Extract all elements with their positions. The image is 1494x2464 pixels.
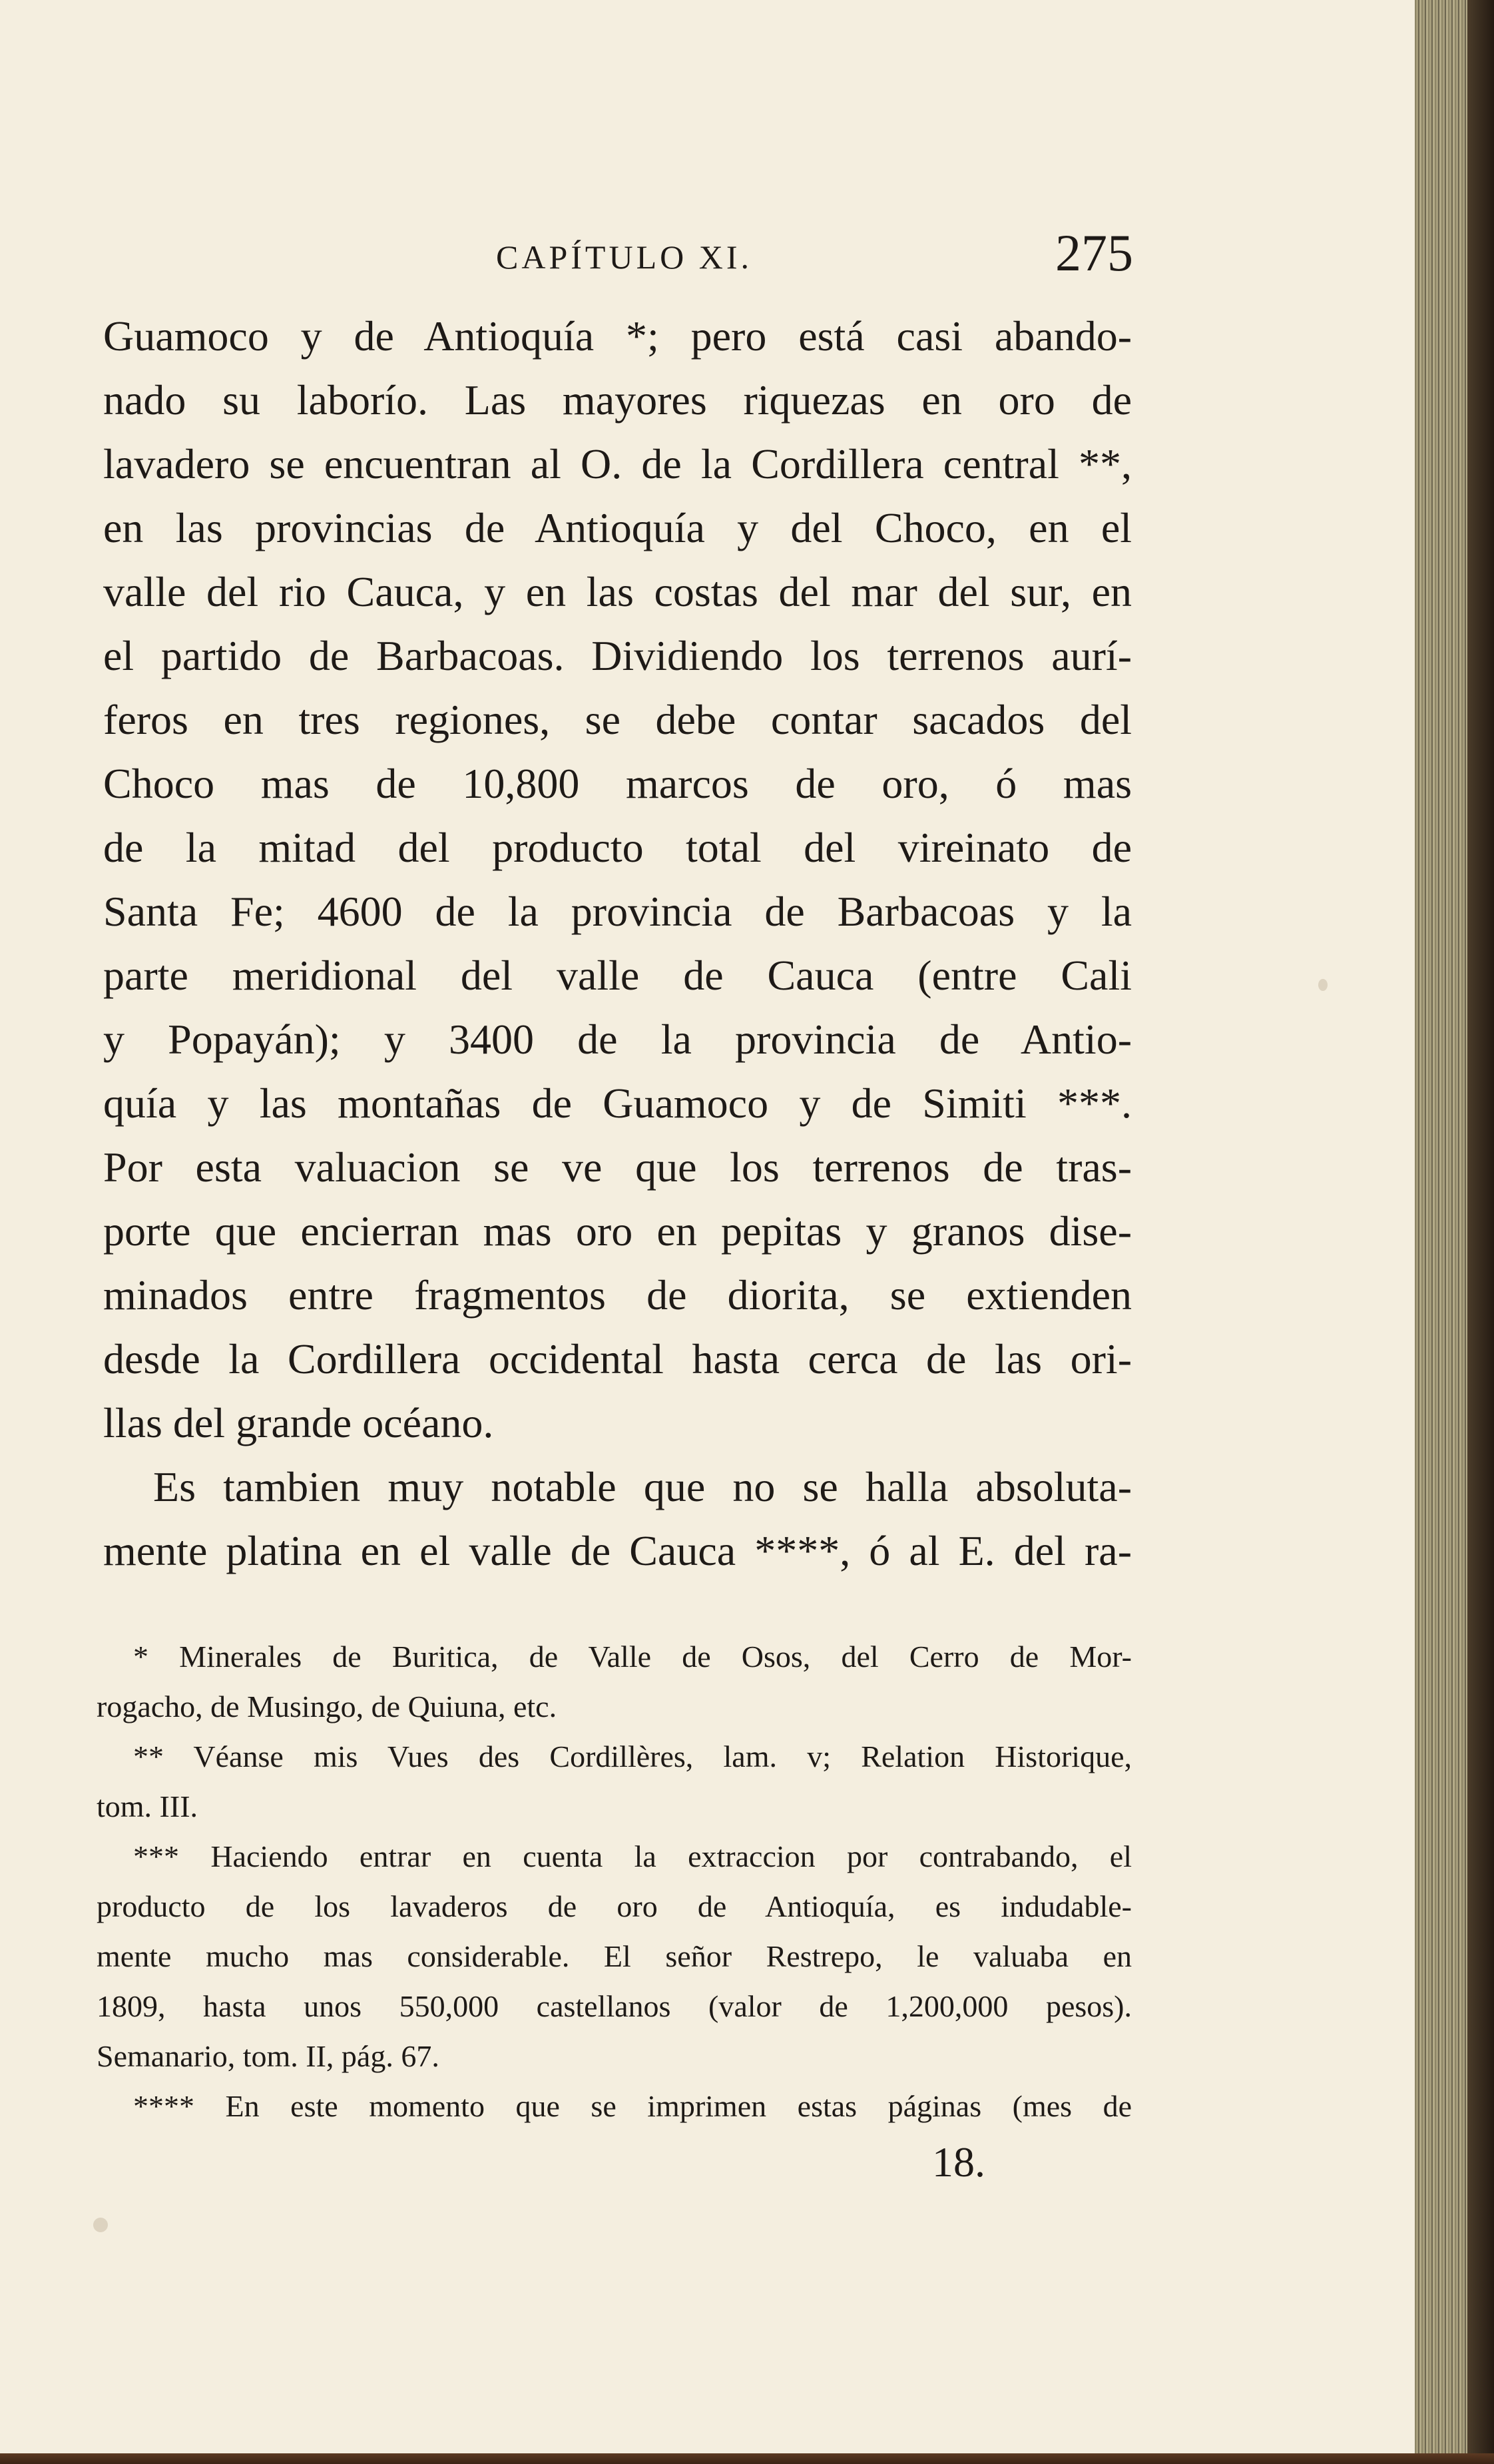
signature-mark: 18. [932, 2138, 985, 2186]
footnote-line: tom. III. [97, 1789, 198, 1823]
footnote-line: producto de los lavaderos de oro de Antioquía, es indudable- [97, 1889, 1132, 1923]
body-line: Por esta valuacion se ve que los terrenos de tras- [103, 1143, 1132, 1191]
footnote-line: 1809, hasta unos 550,000 castellanos (valor de 1,200,000 pesos). [97, 1989, 1132, 2023]
body-line: Guamoco y de Antioquía *; pero está casi abando- [103, 312, 1132, 360]
book-cover-edge [1467, 0, 1494, 2464]
body-line: minados entre fragmentos de diorita, se extienden [103, 1271, 1132, 1319]
paper-stain [1318, 979, 1328, 991]
chapter-title: CAPÍTULO XI. [496, 238, 752, 276]
body-line: y Popayán); y 3400 de la provincia de Antio- [103, 1016, 1132, 1063]
body-line: valle del rio Cauca, y en las costas del mar del sur, en [103, 568, 1132, 615]
book-cover-bottom [0, 2453, 1494, 2464]
footnote-line: * Minerales de Buritica, de Valle de Osos, del Cerro de Mor- [133, 1640, 1132, 1674]
body-line: llas del grande océano. [103, 1399, 494, 1446]
paper-stain [93, 2218, 108, 2232]
footnote-line: rogacho, de Musingo, de Quiuna, etc. [97, 1690, 557, 1723]
footnote-line: ** Véanse mis Vues des Cordillères, lam. v; Relation Historique, [133, 1739, 1132, 1773]
footnote-line: *** Haciendo entrar en cuenta la extraccion por contrabando, el [133, 1839, 1132, 1873]
body-line: Santa Fe; 4600 de la provincia de Barbacoas y la [103, 888, 1132, 935]
body-line: Choco mas de 10,800 marcos de oro, ó mas [103, 760, 1132, 807]
body-line: mente platina en el valle de Cauca ****, ó al E. del ra- [103, 1527, 1132, 1574]
body-line: en las provincias de Antioquía y del Choco, en el [103, 504, 1132, 551]
body-line: el partido de Barbacoas. Dividiendo los terrenos aurí- [103, 632, 1132, 679]
body-line: Es tambien muy notable que no se halla absoluta- [153, 1463, 1132, 1510]
page-edges [1415, 0, 1494, 2464]
footnote-line: **** En este momento que se imprimen estas páginas (mes de [133, 2089, 1132, 2123]
running-head [0, 223, 1494, 296]
body-line: lavadero se encuentran al O. de la Cordillera central **, [103, 440, 1132, 487]
footnote-line: mente mucho mas considerable. El señor Restrepo, le valuaba en [97, 1939, 1132, 1973]
footnote-line: Semanario, tom. II, pág. 67. [97, 2039, 439, 2073]
body-line: nado su laborío. Las mayores riquezas en oro de [103, 376, 1132, 424]
body-line: desde la Cordillera occidental hasta cerca de las ori- [103, 1335, 1132, 1383]
body-line: quía y las montañas de Guamoco y de Simiti ***. [103, 1079, 1132, 1127]
body-line: parte meridional del valle de Cauca (entre Cali [103, 952, 1132, 999]
body-line: de la mitad del producto total del vireinato de [103, 824, 1132, 871]
page-number: 275 [1055, 224, 1133, 282]
body-line: porte que encierran mas oro en pepitas y granos dise- [103, 1207, 1132, 1255]
body-line: feros en tres regiones, se debe contar sacados del [103, 696, 1132, 743]
